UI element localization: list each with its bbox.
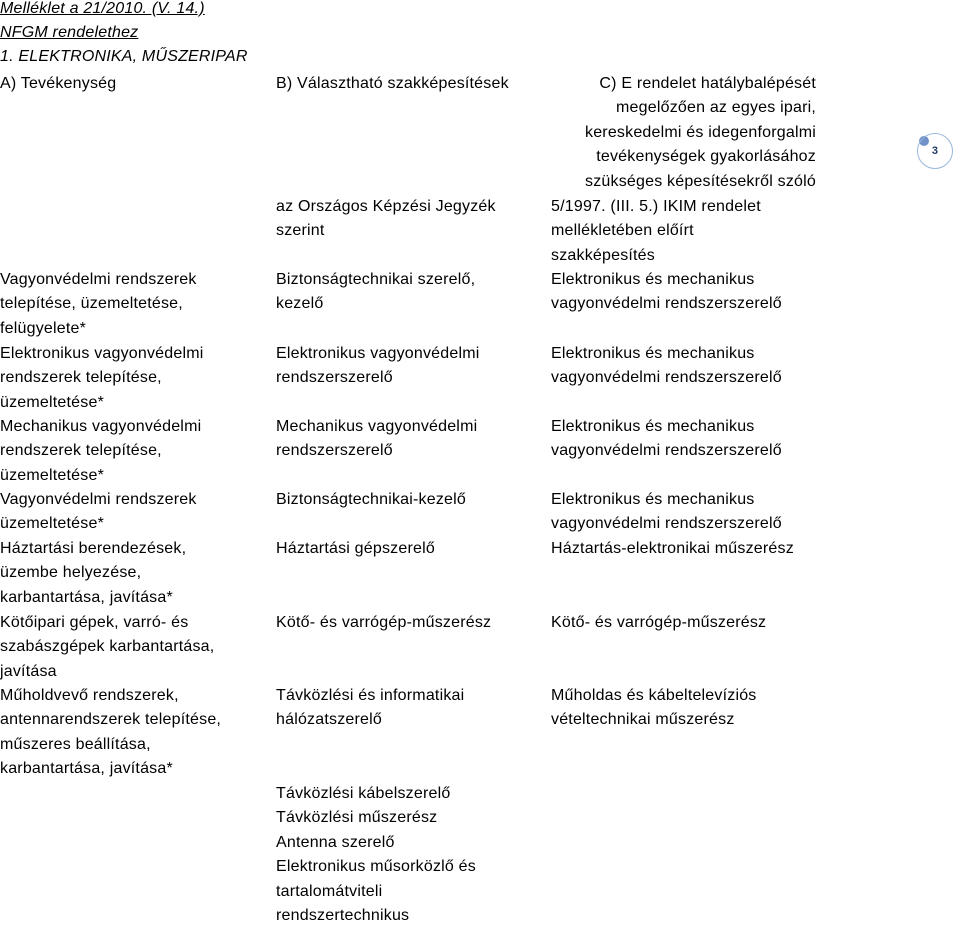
row-1-activity: Vagyonvédelmi rendszerek telepítése, üzemeltetése, felügyelete*	[0, 271, 197, 337]
row-4-activity: Vagyonvédelmi rendszerek üzemeltetése*	[0, 491, 197, 533]
row-7-activity: Műholdvevő rendszerek, antennarendszerek telepítése, műszeres beállítása, karbantartása, javítása*	[0, 687, 222, 778]
document-title: Melléklet a 21/2010. (V. 14.)	[0, 0, 205, 17]
row-5-qualification: Háztartási gépszerelő	[276, 540, 435, 557]
row-1-qualification: Biztonságtechnikai szerelő, kezelő	[276, 271, 476, 313]
page-number-badge: 3	[917, 133, 953, 169]
row-1-previous-qualification: Elektronikus és mechanikus vagyonvédelmi rendszerszerelő	[551, 271, 782, 313]
row-5-previous-qualification: Háztartás-elektronikai műszerész	[551, 540, 794, 557]
row-3-activity: Mechanikus vagyonvédelmi rendszerek telepítése, üzemeltetése*	[0, 418, 202, 484]
column-header-b-note: az Országos Képzési Jegyzék szerint	[276, 198, 496, 240]
row-4-previous-qualification: Elektronikus és mechanikus vagyonvédelmi rendszerszerelő	[551, 491, 782, 533]
column-header-c: C) E rendelet hatálybalépését megelőzően az egyes ipari, kereskedelmi és idegenforgalmi tevékenységek gyakorlásához szükséges képesítésekről szóló	[585, 75, 816, 190]
column-header-a: A) Tevékenység	[0, 75, 117, 92]
row-2-previous-qualification: Elektronikus és mechanikus vagyonvédelmi rendszerszerelő	[551, 345, 782, 387]
section-title: 1. ELEKTRONIKA, MŰSZERIPAR	[0, 48, 248, 65]
column-header-b: B) Választható szakképesítések	[276, 75, 509, 92]
row-5-activity: Háztartási berendezések, üzembe helyezése, karbantartása, javítása*	[0, 540, 187, 606]
row-3-previous-qualification: Elektronikus és mechanikus vagyonvédelmi rendszerszerelő	[551, 418, 782, 460]
row-2-activity: Elektronikus vagyonvédelmi rendszerek telepítése, üzemeltetése*	[0, 345, 204, 411]
row-6-activity: Kötőipari gépek, varró- és szabászgépek karbantartása, javítása	[0, 614, 215, 680]
row-7-previous-qualification: Műholdas és kábeltelevíziós vételtechnikai műszerész	[551, 687, 757, 729]
row-4-qualification: Biztonságtechnikai-kezelő	[276, 491, 466, 508]
column-header-c-note: 5/1997. (III. 5.) IKIM rendelet mellékletében előírt szakképesítés	[551, 198, 761, 264]
row-6-previous-qualification: Kötő- és varrógép-műszerész	[551, 614, 767, 631]
row-2-qualification: Elektronikus vagyonvédelmi rendszerszerelő	[276, 345, 480, 387]
row-7-qualification: Távközlési és informatikai hálózatszerelő	[276, 687, 465, 729]
row-6-qualification: Kötő- és varrógép-műszerész	[276, 614, 492, 631]
additional-qualifications-list: Távközlési kábelszerelő Távközlési műszerész Antenna szerelő Elektronikus műsorközlő és tartalomátviteli rendszertechnikus	[276, 785, 476, 925]
document-subtitle: NFGM rendelethez	[0, 24, 139, 41]
row-3-qualification: Mechanikus vagyonvédelmi rendszerszerelő	[276, 418, 478, 460]
